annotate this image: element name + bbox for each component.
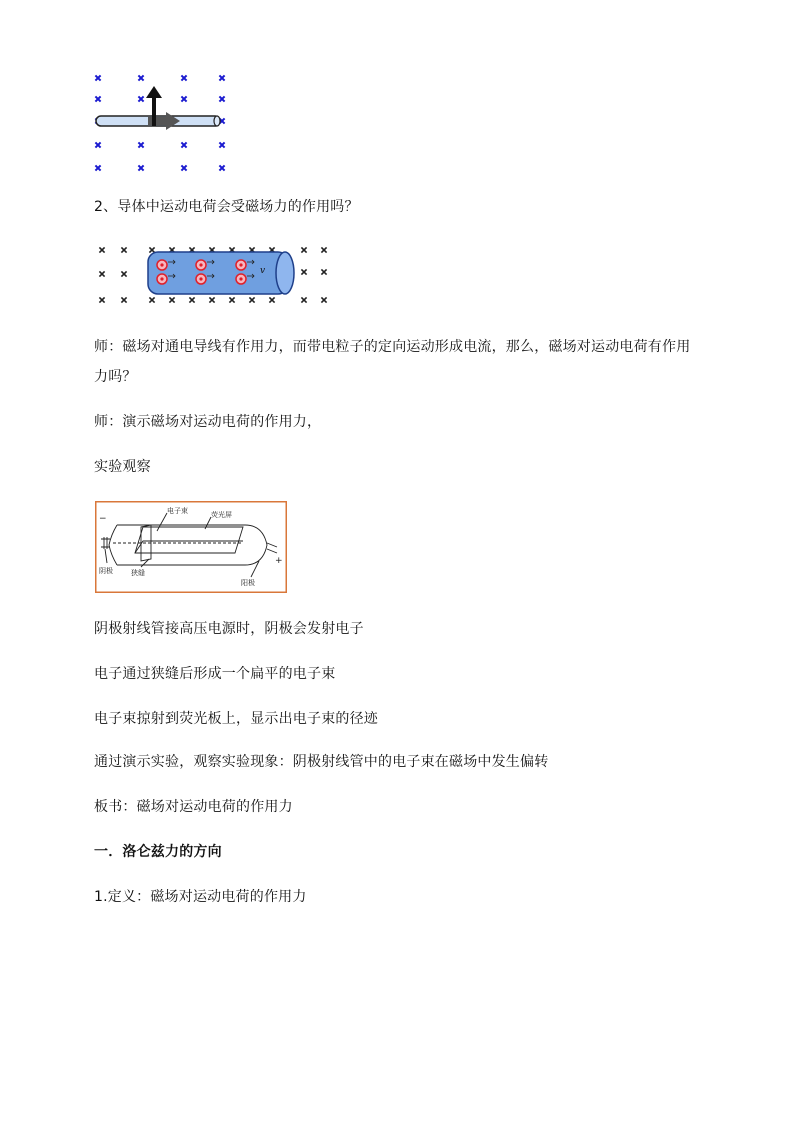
field-cross-mark — [219, 165, 224, 170]
charge-center — [199, 277, 202, 280]
paragraph-cathode: 阴极射线管接高压电源时，阴极会发射电子 — [94, 621, 364, 637]
figure-frame — [96, 502, 287, 593]
paragraph-slit: 电子通过狭缝后形成一个扁平的电子束 — [94, 666, 336, 682]
field-cross-mark — [95, 96, 100, 101]
label-screen: 荧光屏 — [211, 511, 232, 519]
paragraph-teacher-2: 师：演示磁场对运动电荷的作用力， — [94, 414, 322, 430]
field-cross-mark — [99, 271, 104, 276]
charge-center — [239, 277, 242, 280]
field-cross-mark — [149, 297, 154, 302]
label-minus: − — [99, 514, 107, 524]
field-cross-mark — [249, 297, 254, 302]
velocity-label: v — [260, 266, 266, 276]
field-cross-mark — [229, 297, 234, 302]
field-cross-mark — [321, 269, 326, 274]
field-cross-mark — [121, 271, 126, 276]
paragraph-observation: 通过演示实验，观察实验现象：阴极射线管中的电子束在磁场中发生偏转 — [94, 754, 549, 770]
field-cross-mark — [138, 75, 143, 80]
field-cross-mark — [219, 142, 224, 147]
field-cross-mark — [138, 96, 143, 101]
field-cross-mark — [121, 297, 126, 302]
field-cross-mark — [209, 297, 214, 302]
charge-center — [160, 263, 163, 266]
field-cross-mark — [181, 165, 186, 170]
label-slit: 狭缝 — [131, 569, 145, 577]
field-cross-mark — [138, 142, 143, 147]
field-cross-mark — [181, 96, 186, 101]
field-cross-mark — [219, 96, 224, 101]
field-cross-mark — [301, 247, 306, 252]
charge-center — [239, 263, 242, 266]
field-cross-mark — [169, 297, 174, 302]
field-cross-mark — [189, 297, 194, 302]
field-cross-mark — [219, 75, 224, 80]
charge-center — [199, 263, 202, 266]
figure-charges-in-conductor — [90, 238, 340, 310]
figure-cathode-ray-tube — [95, 501, 287, 593]
paragraph-experiment: 实验观察 — [94, 459, 151, 475]
field-cross-mark — [321, 247, 326, 252]
paragraph-board: 板书：磁场对运动电荷的作用力 — [94, 799, 293, 815]
field-cross-mark — [321, 297, 326, 302]
label-anode: 阳极 — [241, 579, 255, 587]
paragraph-screen: 电子束掠射到荧光板上，显示出电子束的径迹 — [94, 711, 378, 727]
charge-center — [160, 277, 163, 280]
paragraph-question-2: 2、导体中运动电荷会受磁场力的作用吗？ — [94, 199, 359, 215]
field-cross-mark — [121, 247, 126, 252]
field-cross-mark — [301, 297, 306, 302]
paragraph-teacher-1: 师：磁场对通电导线有作用力，而带电粒子的定向运动形成电流，那么，磁场对运动电荷有作用力吗？ — [94, 339, 691, 385]
section-heading: 一．洛仑兹力的方向 — [94, 844, 222, 860]
force-arrow-head — [146, 86, 162, 98]
conductor-end — [276, 252, 294, 294]
label-beam: 电子束 — [167, 507, 188, 515]
field-cross-mark — [301, 269, 306, 274]
field-cross-mark — [95, 165, 100, 170]
field-cross-mark — [95, 75, 100, 80]
field-cross-mark — [99, 297, 104, 302]
figure-wire-in-field — [88, 70, 238, 180]
field-cross-mark — [95, 142, 100, 147]
field-cross-mark — [149, 247, 154, 252]
wire-end — [214, 116, 220, 126]
field-cross-mark — [138, 165, 143, 170]
label-cathode: 阴极 — [99, 567, 113, 575]
field-cross-mark — [99, 247, 104, 252]
label-plus: + — [275, 556, 283, 566]
field-cross-mark — [181, 142, 186, 147]
field-cross-mark — [181, 75, 186, 80]
conductor-tube — [148, 252, 288, 294]
field-cross-mark — [269, 297, 274, 302]
paragraph-definition: 1.定义：磁场对运动电荷的作用力 — [94, 889, 307, 905]
